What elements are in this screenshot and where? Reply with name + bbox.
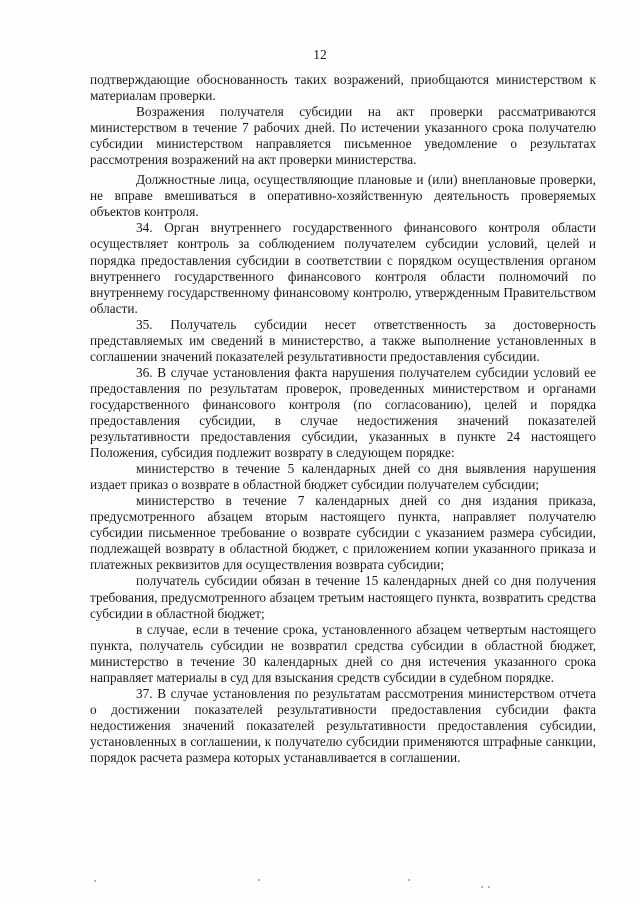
paragraph-item-37: 37. В случае установления по результатам рассмотрения министерством отчета о достижении показателей результативности предоставления субсидии факта недостижения значений показателей результативности предоставления субсидии, установленных в соглашении, к получателю субсидии применяются штрафные санкции, порядок расчета размера которых устанавливается в соглашении. (90, 685, 596, 765)
paragraph-officials: Должностные лица, осуществляющие плановые и (или) внеплановые проверки, не вправе вмешиваться в оперативно-хозяйственную деятельность проверяемых объектов контроля. (90, 172, 596, 220)
paragraph-item-36: 36. В случае установления факта нарушения получателем субсидии условий ее предоставления по результатам проверок, проведенных министерством и органами государственного финансового контроля (по согласованию), целей и порядка предоставления субсидии, в случае недостижения значений показателей результативности предоставления субсидии, указанных в пункте 24 настоящего Положения, субсидия подлежит возврату в следующем порядке: (90, 364, 596, 461)
paragraph-item-36-step-1: министерство в течение 5 календарных дней со дня выявления нарушения издает приказ о возврате в областной бюджет субсидии получателем субсидии; (90, 461, 596, 493)
paragraph-item-35: 35. Получатель субсидии несет ответственность за достоверность представляемых им сведений в министерство, а также выполнение установленных в соглашении значений показателей результативности предоставления субсидии. (90, 316, 596, 364)
paragraph-item-36-step-2: министерство в течение 7 календарных дней со дня издания приказа, предусмотренного абзацем вторым настоящего пункта, направляет получателю субсидии письменное требование о возврате субсидии с указанием размера субсидии, подлежащей возврату в областной бюджет, с приложением копии указанного приказа и платежных реквизитов для осуществления возврата субсидии; (90, 493, 596, 573)
scan-artifact-dot (488, 886, 490, 888)
paragraph-continuation: подтверждающие обоснованность таких возражений, приобщаются министерством к материалам проверки. (90, 72, 596, 104)
paragraph-item-36-step-4: в случае, если в течение срока, установленного абзацем четвертым настоящего пункта, получатель субсидии не возвратил средства субсидии в областной бюджет, министерство в течение 30 календарных дней со дня истечения указанного срока направляет материалы в суд для взыскания средств субсидии в судебном порядке. (90, 621, 596, 685)
paragraph-item-34: 34. Орган внутреннего государственного финансового контроля области осуществляет контроль за соблюдением получателем субсидии условий, целей и порядка предоставления субсидии в соответствии с порядком осуществления органом внутреннего государственного финансового контроля области полномочий по внутреннему государственному финансовому контролю, утвержденным Правительством области. (90, 220, 596, 316)
scan-artifact-dot (481, 886, 483, 888)
paragraph-objections: Возражения получателя субсидии на акт проверки рассматриваются министерством в течение 7 рабочих дней. По истечении указанного срока получателю субсидии министерством направляется письменное уведомление о результатах рассмотрения возражений на акт проверки министерства. (90, 104, 596, 168)
document-body (90, 72, 596, 766)
scan-artifact-dot (94, 880, 96, 882)
scan-artifact-dot (258, 879, 260, 881)
paragraph-item-36-step-3: получатель субсидии обязан в течение 15 календарных дней со дня получения требования, предусмотренного абзацем третьим настоящего пункта, возвратить средства субсидии в областной бюджет; (90, 573, 596, 621)
page-number: 12 (313, 47, 327, 62)
scan-artifact-dot (408, 879, 410, 881)
